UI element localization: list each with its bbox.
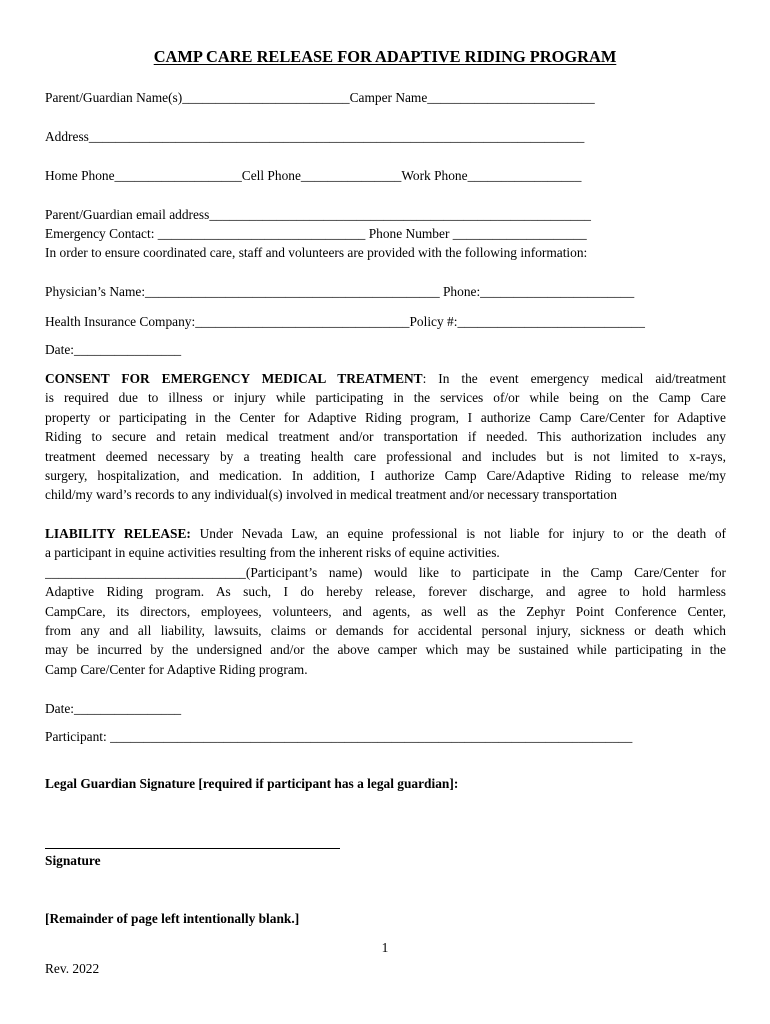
consent-line: Riding to secure and retain medical treatment and/or transportation if needed. This authorization includes any bbox=[45, 429, 726, 445]
consent-line: CONSENT FOR EMERGENCY MEDICAL TREATMENT: In the event emergency medical aid/treatment bbox=[45, 371, 726, 386]
consent-section bbox=[45, 369, 726, 505]
liability-heading: LIABILITY RELEASE: bbox=[45, 526, 191, 541]
guardian-email-field[interactable]: Parent/Guardian email address_________________________________________________________ bbox=[45, 207, 591, 222]
phone-fields[interactable]: Home Phone___________________Cell Phone_______________Work Phone_________________ bbox=[45, 168, 582, 183]
liability-line: from any and all liability, lawsuits, claims or demands for accidental personal injury, sickness or death which bbox=[45, 622, 726, 638]
liability-line: a participant in equine activities resulting from the inherent risks of equine activities. bbox=[45, 545, 500, 561]
form-title: CAMP CARE RELEASE FOR ADAPTIVE RIDING PROGRAM bbox=[153, 47, 617, 66]
signature-label: Signature bbox=[45, 853, 101, 868]
page-number: 1 bbox=[381, 940, 389, 955]
consent-line: is required due to illness or injury while participating in the services of/or while being on the Camp Care bbox=[45, 390, 726, 406]
liability-section bbox=[45, 524, 726, 679]
guardian-camper-name-field[interactable]: Parent/Guardian Name(s)_________________________Camper Name_________________________ bbox=[45, 90, 595, 105]
participant-field[interactable]: Participant: ______________________________________________________________________________ bbox=[45, 729, 633, 744]
coordinated-care-intro: In order to ensure coordinated care, staff and volunteers are provided with the following information: bbox=[45, 245, 588, 260]
revision-label: Rev. 2022 bbox=[45, 961, 100, 976]
remainder-note: [Remainder of page left intentionally blank.] bbox=[45, 911, 300, 926]
liability-line: LIABILITY RELEASE: Under Nevada Law, an equine professional is not liable for injury to or the death of bbox=[45, 526, 726, 541]
consent-line: property or participating in the Center for Adaptive Riding program, I authorize Camp Care/Center for Adaptive bbox=[45, 409, 726, 425]
consent-line: treatment deemed necessary by a treating health care professional and includes but is not limited to x-rays, bbox=[45, 448, 726, 464]
participant-name-line[interactable]: ______________________________(Participant’s name) would like to participate in the Camp Care/Center for bbox=[45, 564, 726, 580]
date-field-2[interactable]: Date:________________ bbox=[45, 701, 182, 716]
emergency-contact-field[interactable]: Emergency Contact: _______________________________ Phone Number ____________________ bbox=[45, 226, 587, 241]
signature-line[interactable] bbox=[45, 848, 340, 849]
liability-line: Camp Care/Center for Adaptive Riding program. bbox=[45, 661, 308, 677]
date-field[interactable]: Date:________________ bbox=[45, 342, 182, 357]
consent-heading: CONSENT FOR EMERGENCY MEDICAL TREATMENT bbox=[45, 371, 423, 386]
consent-line: surgery, hospitalization, and medication. In addition, I authorize Camp Care/Adaptive Riding to release me/my bbox=[45, 467, 726, 483]
liability-line: CampCare, its directors, employees, volunteers, and agents, as well as the Zephyr Point Conference Center, bbox=[45, 603, 726, 619]
consent-line: child/my ward’s records to any individual(s) involved in medical treatment and/or necessary transportation bbox=[45, 487, 617, 503]
address-field[interactable]: Address__________________________________________________________________________ bbox=[45, 129, 585, 144]
insurance-field[interactable]: Health Insurance Company:________________________________Policy #:____________________________ bbox=[45, 314, 645, 329]
physician-field[interactable]: Physician’s Name:____________________________________________ Phone:_______________________ bbox=[45, 284, 635, 299]
legal-guardian-signature-heading: Legal Guardian Signature [required if participant has a legal guardian]: bbox=[45, 776, 459, 791]
liability-line: Adaptive Riding program. As such, I do hereby release, forever discharge, and agree to hold harmless bbox=[45, 584, 726, 600]
liability-line: may be incurred by the undersigned and/or the above camper which may be sustained while participating in the bbox=[45, 642, 726, 658]
